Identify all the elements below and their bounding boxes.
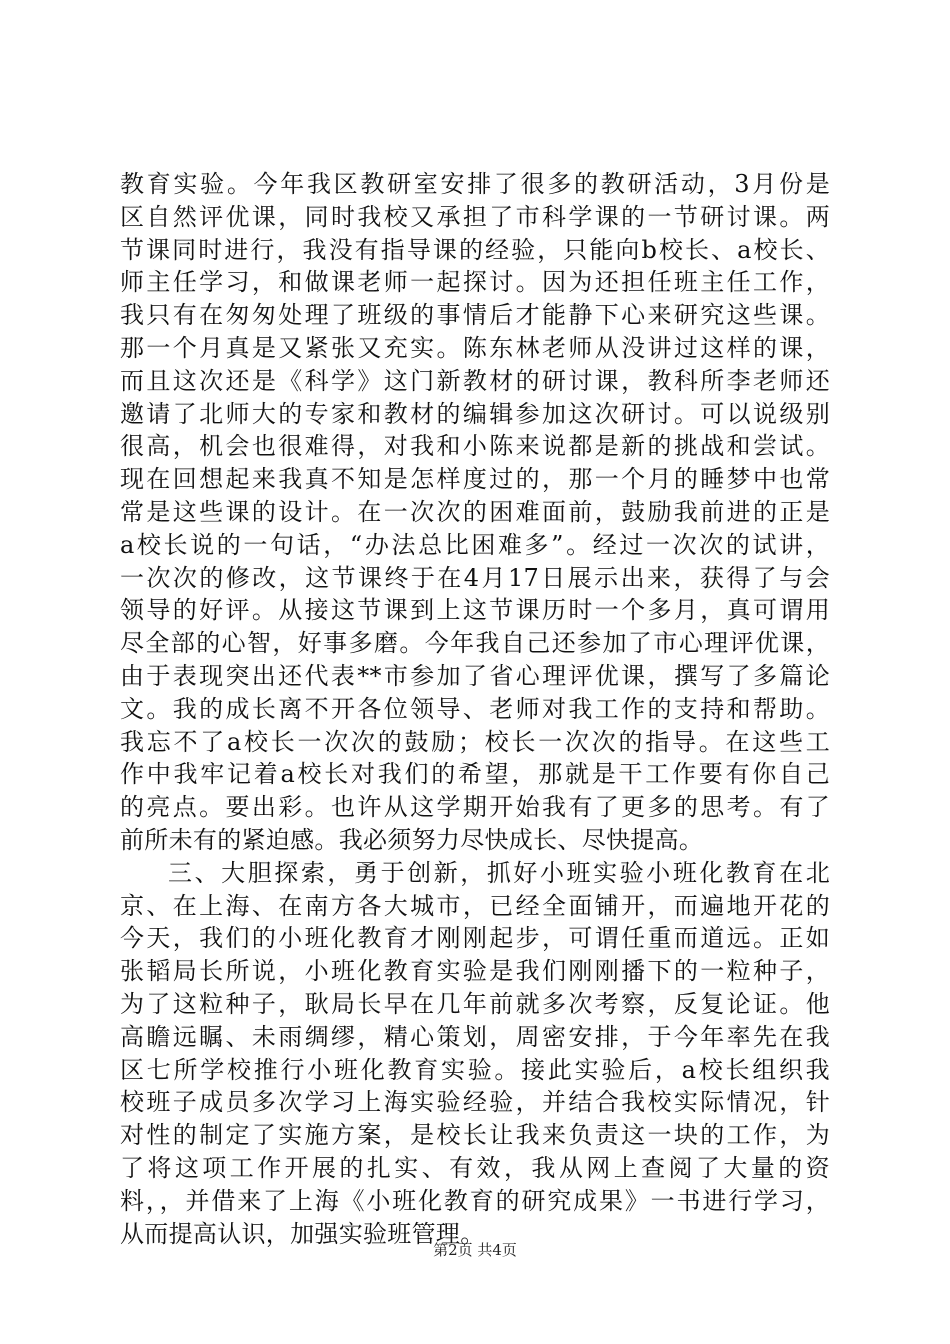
text-line: 前所未有的紧迫感。我必须努力尽快成长、尽快提高。 — [120, 825, 704, 854]
text-line: 高瞻远瞩、未雨绸缪，精心策划，周密安排，于今年率先在我 — [120, 1022, 830, 1051]
text-line: 由于表现突出还代表**市参加了省心理评优课，撰写了多篇论 — [120, 661, 830, 690]
text-line: 而且这次还是《科学》这门新教材的研讨课，教科所李老师还 — [120, 366, 830, 395]
text-line: 我只有在匆匆处理了班级的事情后才能静下心来研究这些课。 — [120, 301, 830, 330]
text-line: 区自然评优课，同时我校又承担了市科学课的一节研讨课。两 — [120, 202, 830, 231]
page-footer — [0, 1240, 950, 1260]
text-line: a校长说的一句话，“办法总比困难多”。经过一次次的试讲， — [120, 530, 830, 559]
text-line: 三、大胆探索，勇于创新，抓好小班实验小班化教育在北 — [168, 858, 830, 887]
text-line: 区七所学校推行小班化教育实验。接此实验后，a校长组织我 — [120, 1055, 830, 1084]
text-line: 一次次的修改，这节课终于在4月17日展示出来，获得了与会 — [120, 563, 830, 592]
text-line: 从而提高认识，加强实验班管理。 — [120, 1219, 485, 1248]
text-line: 领导的好评。从接这节课到上这节课历时一个多月，真可谓用 — [120, 596, 830, 625]
text-line: 师主任学习，和做课老师一起探讨。因为还担任班主任工作， — [120, 268, 830, 297]
text-line: 今天，我们的小班化教育才刚刚起步，可谓任重而道远。正如 — [120, 924, 830, 953]
text-line: 我忘不了a校长一次次的鼓励；校长一次次的指导。在这些工 — [120, 727, 831, 756]
text-line: 文。我的成长离不开各位领导、老师对我工作的支持和帮助。 — [120, 694, 830, 723]
page-indicator: 第2页 共4页 — [433, 1241, 517, 1259]
text-line: 作中我牢记着a校长对我们的希望，那就是干工作要有你自己 — [120, 760, 830, 789]
text-line: 教育实验。今年我区教研室安排了很多的教研活动，3月份是 — [120, 170, 830, 198]
text-line: 校班子成员多次学习上海实验经验，并结合我校实际情况，针 — [120, 1088, 830, 1117]
paragraph-2 — [120, 857, 830, 1251]
text-line: 了将这项工作开展的扎实、有效，我从网上查阅了大量的资 — [120, 1153, 830, 1182]
text-line: 常是这些课的设计。在一次次的困难面前，鼓励我前进的正是 — [120, 497, 830, 526]
text-line: 现在回想起来我真不知是怎样度过的，那一个月的睡梦中也常 — [120, 465, 830, 494]
text-line: 节课同时进行，我没有指导课的经验，只能向b校长、a校长、 — [120, 235, 830, 264]
text-line: 邀请了北师大的专家和教材的编辑参加这次研讨。可以说级别 — [120, 399, 830, 428]
text-line: 尽全部的心智，好事多磨。今年我自己还参加了市心理评优课， — [120, 629, 830, 658]
text-line: 为了这粒种子，耿局长早在几年前就多次考察，反复论证。他 — [120, 989, 830, 1018]
body-text — [120, 168, 830, 1250]
text-line: 京、在上海、在南方各大城市，已经全面铺开，而遍地开花的 — [120, 891, 830, 920]
paragraph-1 — [120, 168, 830, 857]
text-line: 那一个月真是又紧张又充实。陈东林老师从没讲过这样的课， — [120, 333, 830, 362]
text-line: 料，，并借来了上海《小班化教育的研究成果》一书进行学习， — [120, 1186, 830, 1215]
text-line: 很高，机会也很难得，对我和小陈来说都是新的挑战和尝试。 — [120, 432, 830, 461]
text-line: 的亮点。要出彩。也许从这学期开始我有了更多的思考。有了 — [120, 793, 830, 822]
text-line: 对性的制定了实施方案，是校长让我来负责这一块的工作，为 — [120, 1121, 830, 1150]
text-line: 张韬局长所说，小班化教育实验是我们刚刚播下的一粒种子， — [120, 957, 830, 986]
